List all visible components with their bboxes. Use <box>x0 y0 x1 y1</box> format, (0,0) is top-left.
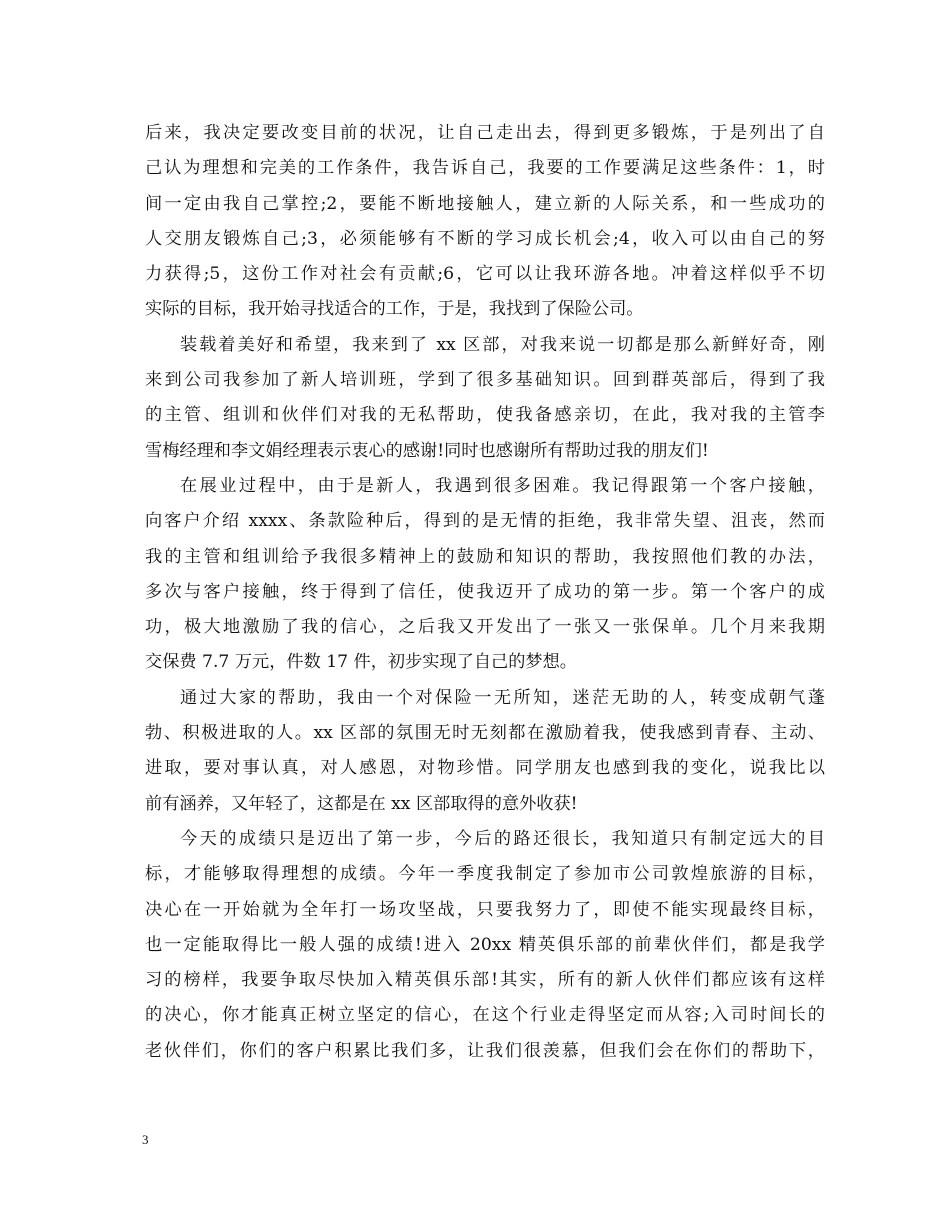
text-line: 勃、积极进取的人。xx 区部的氛围无时无刻都在激励着我，使我感到青春、主动、 <box>145 723 825 744</box>
text-line: 的决心，你才能真正树立坚定的信心，在这个行业走得坚定而从容;入司时间长的 <box>145 1005 825 1026</box>
text-line: 后来，我决定要改变目前的状况，让自己走出去，得到更多锻炼，于是列出了自 <box>145 123 825 143</box>
text-line: 今天的成绩只是迈出了第一步，今后的路还很长，我知道只有制定远大的目 <box>180 828 825 849</box>
text-line: 功，极大地激励了我的信心，之后我又开发出了一张又一张保单。几个月来我期 <box>145 617 825 638</box>
text-line: 前有涵养，又年轻了，这都是在 xx 区部取得的意外收获! <box>145 793 578 814</box>
text-line: 我的主管和组训给予我很多精神上的鼓励和知识的帮助，我按照他们教的办法， <box>145 546 825 567</box>
text-line: 雪梅经理和李文娟经理表示衷心的感谢!同时也感谢所有帮助过我的朋友们! <box>145 440 709 461</box>
text-line: 装载着美好和希望，我来到了 xx 区部，对我来说一切都是那么新鲜好奇，刚 <box>180 334 825 355</box>
page-number: 3 <box>142 1132 149 1147</box>
body-text <box>145 116 825 1069</box>
text-line: 交保费 7.7 万元，件数 17 件，初步实现了自己的梦想。 <box>145 652 577 673</box>
text-line: 间一定由我自己掌控;2，要能不断地接触人，建立新的人际关系，和一些成功的 <box>145 193 825 214</box>
text-line: 多次与客户接触，终于得到了信任，使我迈开了成功的第一步。第一个客户的成 <box>145 581 825 602</box>
text-line: 习的榜样，我要争取尽快加入精英俱乐部!其实，所有的新人伙伴们都应该有这样 <box>145 970 825 991</box>
text-line: 实际的目标，我开始寻找适合的工作，于是，我找到了保险公司。 <box>145 299 644 320</box>
text-line: 己认为理想和完美的工作条件，我告诉自己，我要的工作要满足这些条件：1，时 <box>145 158 825 179</box>
text-line: 也一定能取得比一般人强的成绩!进入 20xx 精英俱乐部的前辈伙伴们，都是我学 <box>145 934 825 955</box>
text-line: 进取，要对事认真，对人感恩，对物珍惜。同学朋友也感到我的变化，说我比以 <box>145 758 825 779</box>
text-line: 人交朋友锻炼自己;3，必须能够有不断的学习成长机会;4，收入可以由自己的努 <box>145 228 825 249</box>
text-line: 标，才能够取得理想的成绩。今年一季度我制定了参加市公司敦煌旅游的目标， <box>145 864 825 885</box>
text-line: 向客户介绍 xxxx、条款险种后，得到的是无情的拒绝，我非常失望、沮丧，然而 <box>145 511 825 532</box>
text-line: 通过大家的帮助，我由一个对保险一无所知，迷茫无助的人，转变成朝气蓬 <box>180 687 825 708</box>
text-line: 来到公司我参加了新人培训班，学到了很多基础知识。回到群英部后，得到了我 <box>145 370 825 391</box>
text-line: 在展业过程中，由于是新人，我遇到很多困难。我记得跟第一个客户接触， <box>180 475 825 496</box>
text-line: 力获得;5，这份工作对社会有贡献;6，它可以让我环游各地。冲着这样似乎不切 <box>145 264 825 285</box>
text-line: 决心在一开始就为全年打一场攻坚战，只要我努力了，即使不能实现最终目标， <box>145 899 825 920</box>
text-line: 的主管、组训和伙伴们对我的无私帮助，使我备感亲切，在此，我对我的主管李 <box>145 405 825 426</box>
text-line: 老伙伴们，你们的客户积累比我们多，让我们很羡慕，但我们会在你们的帮助下， <box>145 1040 825 1061</box>
